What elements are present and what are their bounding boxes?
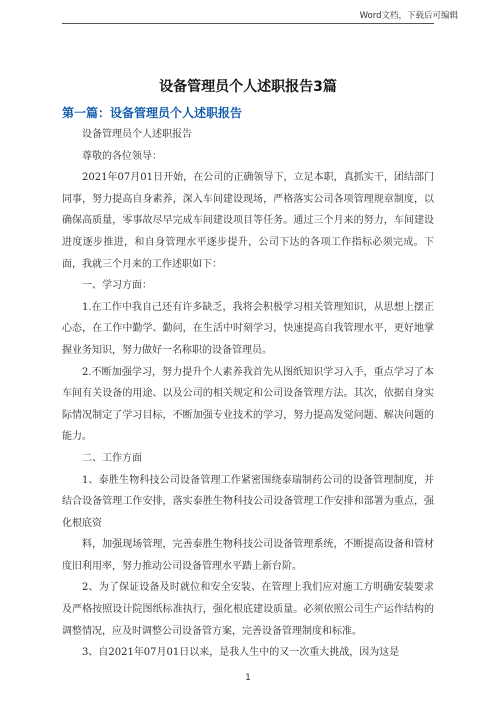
header-rule — [62, 23, 434, 24]
header-note: Word文档，下载后可编辑 — [359, 11, 458, 21]
paragraph: 1、泰胜生物科技公司设备管理工作紧密围绕泰瑞制药公司的设备管理制度，并结合设备管理工作安排，落实泰胜生物科技公司设备管理工作安排和部署为重点，强化根底资 — [62, 474, 434, 529]
page-number: 1 — [245, 673, 251, 683]
paragraph: 二、工作方面 — [82, 452, 142, 464]
paragraph: 一、学习方面： — [82, 280, 152, 292]
paragraph: 2021年07月01日开始，在公司的正确领导下，立足本职，真抓实干，团结部门同事，努力提高自身素养，深入车间建设现场，严格落实公司各项管理规章制度，以确保高质量，零事故尽早完成车间建设项目等任务。通过三个月来的努力，车间建设进度逐步推进，和自身管理水平逐步提升，公司下达的各项工作指标必须完成。下面，我就三个月来的工作述职如下： — [62, 172, 434, 270]
paragraph: 2.不断加强学习，努力提升个人素养我首先从图纸知识学习入手，重点学习了本车间有关设备的用途、以及公司的相关规定和公司设备管理方法。其次，依据自身实际情况制定了学习目标，不断加强专业技术的学习，努力提高发觉问题、解决问题的能力。 — [62, 366, 434, 443]
document-body — [62, 124, 434, 664]
paragraph: 料，加强现场管理，完善泰胜生物科技公司设备管理系统，不断提高设备和管材度旧利用率，努力推动公司设备管理水平踏上新台阶。 — [62, 539, 434, 572]
paragraph: 设备管理员个人述职报告 — [82, 129, 192, 140]
paragraph: 1.在工作中我自己还有许多缺乏，我将会积极学习相关管理知识，从思想上摆正心态，在工作中勤学、勤问，在生活中时刻学习，快速提高自我管理水平，更好地掌握业务知识，努力做好一名称职的设备管理员。 — [62, 301, 434, 356]
paragraph: 2、为了保证设备及时就位和安全安装、在管理上我们应对施工方明确安装要求及严格按照设计院图纸标准执行，强化根底建设质量。必须依照公司生产运作结构的调整情况，应及时调整公司设备管方案，完善设备管理制度和标准。 — [62, 582, 434, 637]
paragraph: 尊敬的各位领导： — [82, 150, 162, 162]
paragraph: 3、自2021年07月01日以来，是我人生中的又一次重大挑战，因为这是 — [82, 647, 400, 659]
document-title: 设备管理员个人述职报告3篇 — [159, 79, 337, 95]
section-heading: 第一篇：设备管理员个人述职报告 — [62, 106, 243, 120]
